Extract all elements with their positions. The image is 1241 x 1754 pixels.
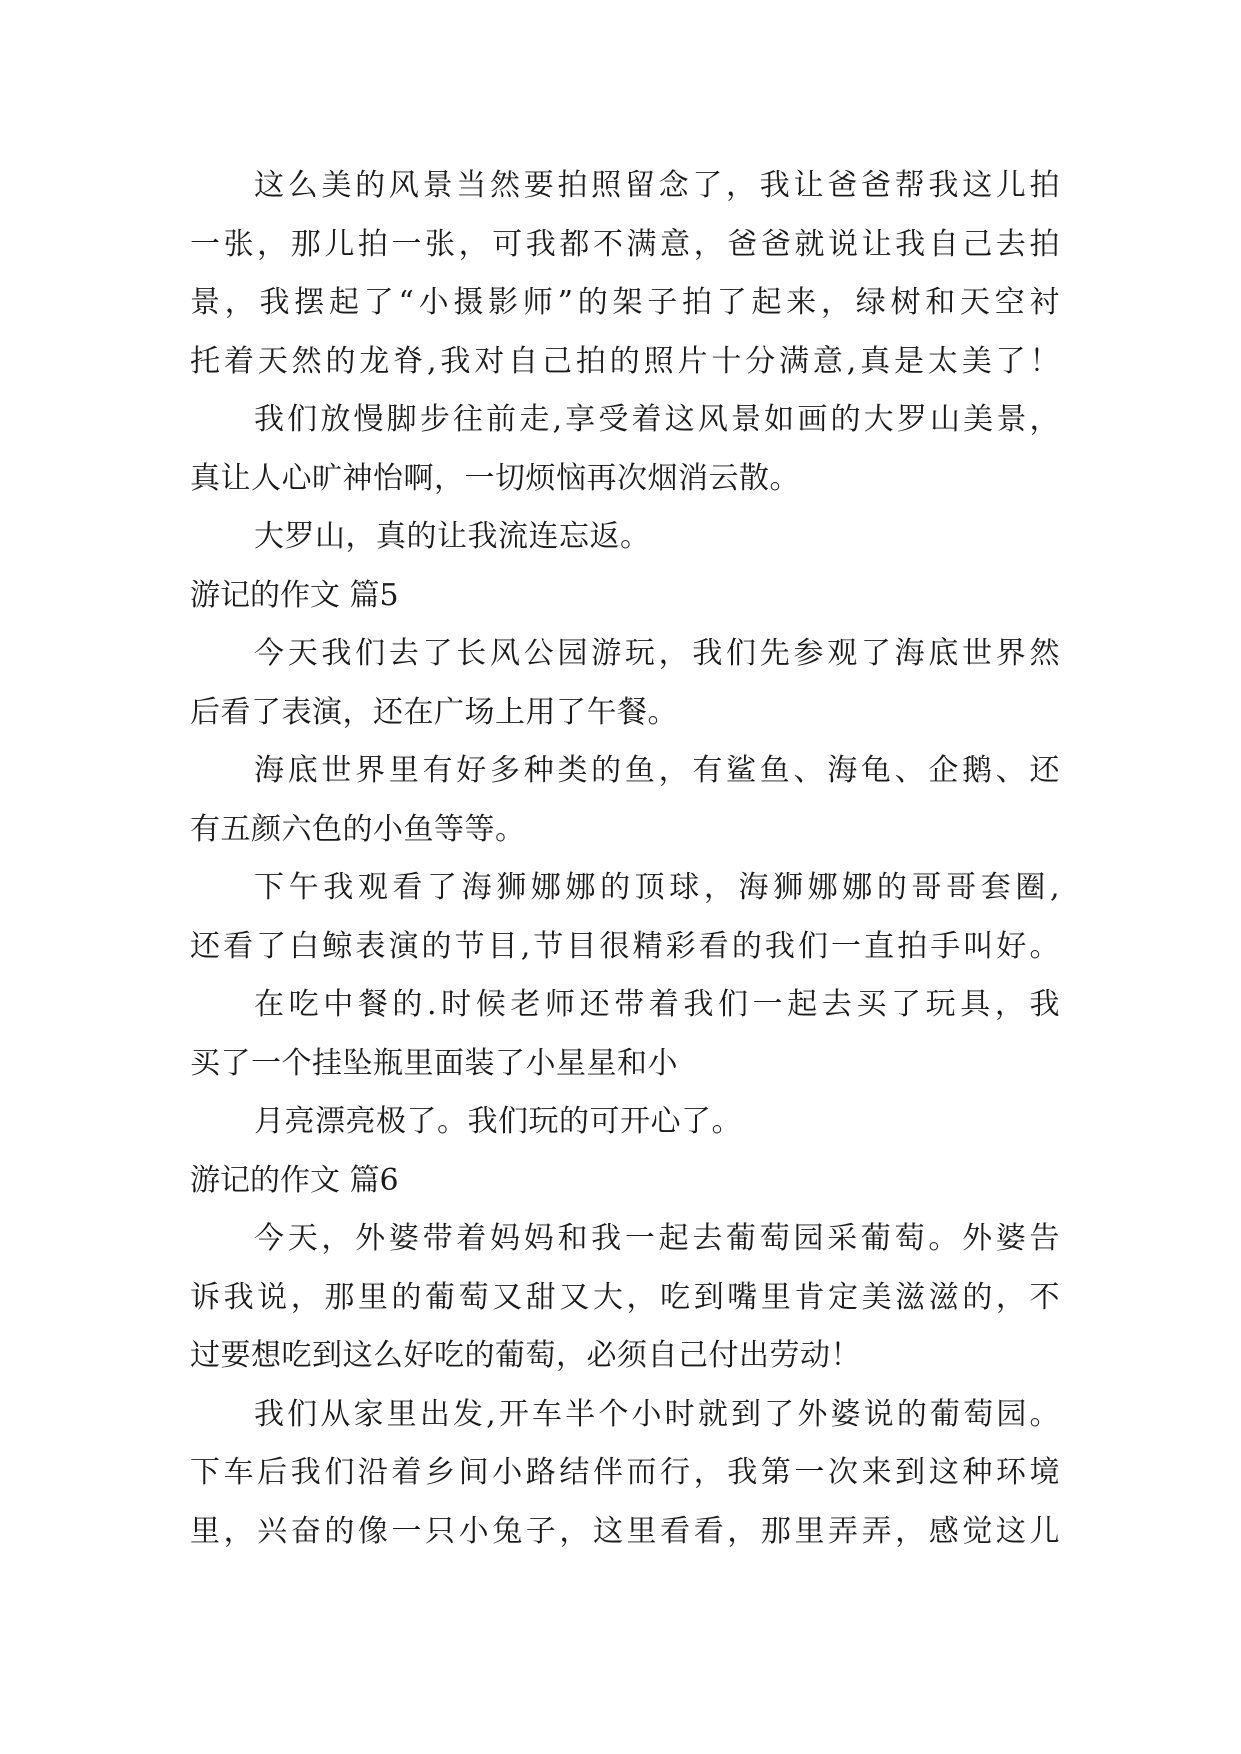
- text-line: 这么美的风景当然要拍照留念了，我让爸爸帮我这儿拍: [254, 168, 1060, 203]
- text-line: 真让人心旷神怡啊，一切烦恼再次烟消云散。: [190, 461, 800, 496]
- text-line: 里，兴奋的像一只小兔子，这里看看，那里弄弄，感觉这儿: [190, 1514, 1060, 1549]
- text-line: 景，我摆起了“小摄影师”的架子拍了起来，绿树和天空衬: [190, 285, 1060, 320]
- text-line: 今天，外婆带着妈妈和我一起去葡萄园采葡萄。外婆告: [254, 1221, 1060, 1256]
- text-line: 今天我们去了长风公园游玩，我们先参观了海底世界然: [254, 636, 1060, 671]
- text-line: 买了一个挂坠瓶里面装了小星星和小: [190, 1046, 678, 1081]
- text-line: 过要想吃到这么好吃的葡萄，必须自己付出劳动！: [190, 1338, 861, 1373]
- text-line: 下午我观看了海狮娜娜的顶球，海狮娜娜的哥哥套圈,: [254, 870, 1060, 905]
- text-line: 有五颜六色的小鱼等等。: [190, 812, 526, 847]
- text-line: 在吃中餐的.时候老师还带着我们一起去买了玩具，我: [254, 987, 1060, 1022]
- section-heading: 游记的作文 篇6: [190, 1163, 399, 1198]
- text-line: 诉我说，那里的葡萄又甜又大，吃到嘴里肯定美滋滋的，不: [190, 1280, 1060, 1315]
- text-line: 后看了表演，还在广场上用了午餐。: [190, 695, 678, 730]
- text-line: 托着天然的龙脊,我对自己拍的照片十分满意,真是太美了！: [190, 344, 1060, 379]
- text-line: 我们放慢脚步往前走,享受着这风景如画的大罗山美景，: [254, 402, 1060, 437]
- text-line: 我们从家里出发,开车半个小时就到了外婆说的葡萄园。: [254, 1397, 1060, 1432]
- text-line: 月亮漂亮极了。我们玩的可开心了。: [254, 1104, 742, 1139]
- text-line: 一张，那儿拍一张，可我都不满意，爸爸就说让我自己去拍: [190, 227, 1060, 262]
- text-line: 下车后我们沿着乡间小路结伴而行，我第一次来到这种环境: [190, 1455, 1060, 1490]
- section-heading: 游记的作文 篇5: [190, 578, 399, 613]
- text-line: 海底世界里有好多种类的鱼，有鲨鱼、海龟、企鹅、还: [254, 753, 1060, 788]
- text-line: 大罗山，真的让我流连忘返。: [254, 519, 651, 554]
- text-line: 还看了白鲸表演的节目,节目很精彩看的我们一直拍手叫好。: [190, 929, 1060, 964]
